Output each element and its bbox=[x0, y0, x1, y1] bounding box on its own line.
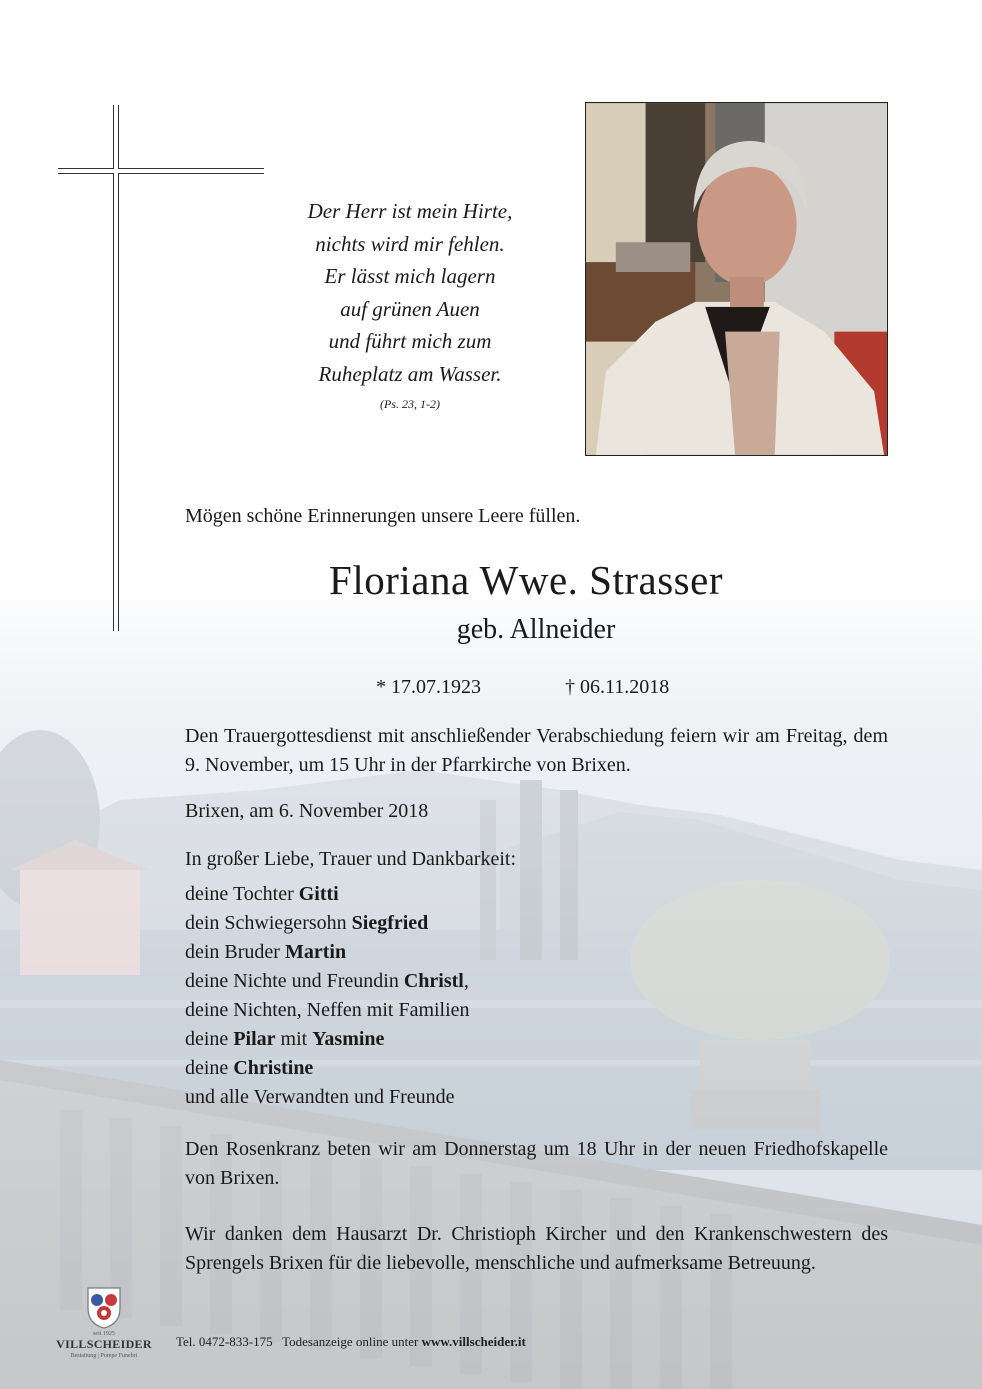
mourners-list bbox=[185, 880, 470, 1112]
cross-vertical-bar bbox=[113, 105, 119, 631]
funeral-service-text: Den Trauergottesdienst mit anschließender Verabschiedung feiern wir am Freitag, dem 9. November, um 15 Uhr in der Pfarrkirche von Brixen. bbox=[185, 725, 888, 776]
phone-number: Tel. 0472-833-175 bbox=[176, 1334, 273, 1349]
maiden-name: geb. Allneider bbox=[456, 614, 616, 645]
thanks-text: Wir danken dem Hausarzt Dr. Christioph Kircher und den Krankenschwestern des Sprengels Brixen für die liebevolle, menschliche und aufmerksame Betreuung. bbox=[185, 1223, 888, 1274]
psalm-line: nichts wird mir fehlen. bbox=[315, 231, 505, 256]
list-item: und alle Verwandten und Freunde bbox=[185, 1086, 455, 1108]
logo-name: VILLSCHEIDER bbox=[56, 1337, 152, 1351]
psalm-line: Ruheplatz am Wasser. bbox=[318, 361, 502, 386]
rosary-text: Den Rosenkranz beten wir am Donnerstag um 18 Uhr in der neuen Friedhofskapelle von Brixen. bbox=[185, 1138, 888, 1189]
deceased-name: Floriana Wwe. Strasser bbox=[329, 557, 723, 603]
place-and-date: Brixen, am 6. November 2018 bbox=[185, 800, 429, 822]
website-link[interactable]: www.villscheider.it bbox=[421, 1334, 526, 1349]
list-item: deine Tochter Gitti bbox=[185, 883, 339, 905]
online-label: Todesanzeige online unter bbox=[282, 1334, 422, 1349]
coat-of-arms-icon bbox=[82, 1284, 126, 1330]
psalm-line: auf grünen Auen bbox=[340, 296, 480, 321]
psalm-line: und führt mich zum bbox=[328, 329, 492, 353]
funeral-home-logo bbox=[52, 1282, 156, 1362]
list-item: deine Nichte und Freundin Christl, bbox=[185, 970, 469, 992]
death-date: † 06.11.2018 bbox=[565, 676, 670, 698]
list-item: deine Pilar mit Yasmine bbox=[185, 1028, 385, 1050]
cross-horizontal-bar bbox=[58, 168, 264, 174]
list-item: dein Bruder Martin bbox=[185, 941, 347, 963]
logo-subtitle: Bestattung | Pompe Funebri bbox=[70, 1353, 138, 1359]
motto: Mögen schöne Erinnerungen unsere Leere füllen. bbox=[185, 505, 581, 527]
logo-since: seit 1925 bbox=[93, 1331, 115, 1337]
psalm-line: Der Herr ist mein Hirte, bbox=[307, 199, 513, 223]
psalm-verse bbox=[270, 195, 550, 390]
list-item: dein Schwiegersohn Siegfried bbox=[185, 912, 429, 934]
psalm-line: Er lässt mich lagern bbox=[324, 264, 496, 288]
psalm-reference: (Ps. 23, 1-2) bbox=[380, 397, 440, 411]
birth-date: * 17.07.1923 bbox=[376, 676, 481, 698]
footer bbox=[176, 1334, 526, 1350]
list-item: deine Christine bbox=[185, 1057, 314, 1079]
list-item: deine Nichten, Neffen mit Familien bbox=[185, 999, 470, 1021]
cross-joint bbox=[114, 168, 118, 174]
portrait-photo bbox=[585, 102, 888, 456]
mourners-intro: In großer Liebe, Trauer und Dankbarkeit: bbox=[185, 848, 517, 870]
